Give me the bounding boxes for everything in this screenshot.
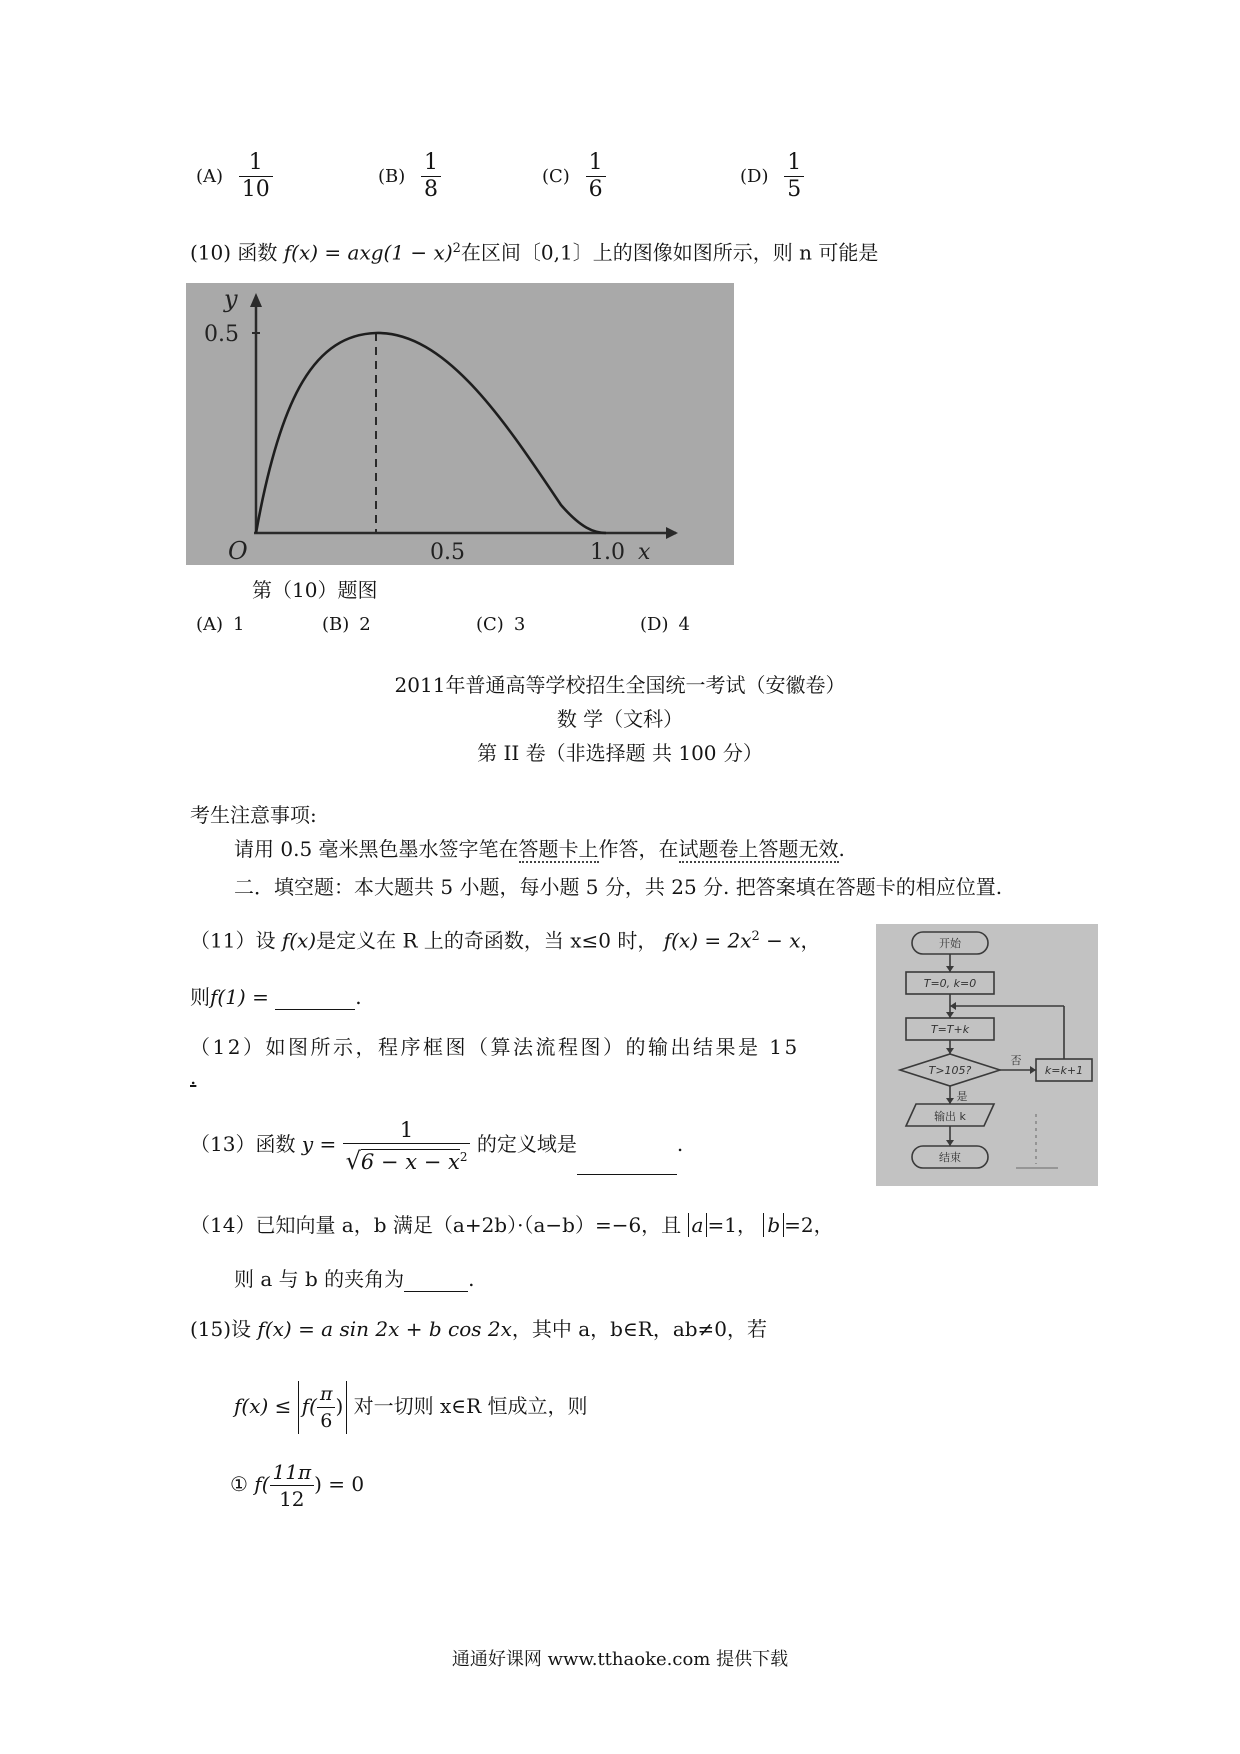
flow-yes-label: 是 (956, 1090, 968, 1103)
y-axis-label: y (224, 285, 238, 313)
q11-line-2: 则f(1) = . (190, 985, 362, 1009)
q15-item-1: ① f( $\frac{11\pi}{12}$ ) = 0 (230, 1460, 365, 1511)
q9-options (196, 150, 836, 214)
q12-line-2: . (190, 1065, 197, 1089)
fraction: $\frac{1}{10}$ (239, 150, 273, 203)
notice-line-1: 请用 0.5 毫米黑色墨水签字笔在答题卡上作答，在试题卷上答题无效. (234, 837, 845, 861)
flow-start-label: 开始 (939, 937, 961, 950)
q10-option-a: (A) 1 (196, 614, 245, 635)
function-curve (256, 333, 606, 533)
origin-label: O (228, 537, 248, 565)
q14-line-1: （14）已知向量 a，b 满足（a+2b）·（a−b）=−6，且 a =1， b =2， (190, 1213, 834, 1237)
x-axis-label: x (638, 540, 651, 565)
q13-line: （13）函数 y = $\frac{1}{√6 - x - x^2}$ 的定义域是 . (190, 1117, 684, 1175)
flow-increment-label: k=k+1 (1044, 1064, 1084, 1077)
arrow-icon (946, 1140, 954, 1146)
q10-figure-caption: 第（10）题图 (252, 578, 378, 602)
q15-line-2: f(x) ≤ f( $\frac{\pi}{6}$ ) 对一切则 x∈R 恒成立，则 (234, 1383, 588, 1432)
arrow-icon (946, 1098, 954, 1104)
fraction: $\frac{1}{8}$ (421, 150, 441, 203)
answer-blank (404, 1291, 468, 1292)
q9-option-d: (D) $\frac{1}{5}$ (740, 150, 804, 203)
paper-section-title: 第 II 卷（非选择题 共 100 分） (477, 741, 763, 765)
fraction: $\frac{1}{√6 - x - x^2}$ (343, 1117, 471, 1175)
q10-option-b: (B) 2 (322, 614, 371, 635)
fraction: $\frac{1}{6}$ (586, 150, 606, 203)
q12-line-1: （12）如图所示，程序框图（算法流程图）的输出结果是 15 (190, 1035, 800, 1059)
flow-update-label: T=T+k (930, 1023, 970, 1036)
q9-option-b: (B) $\frac{1}{8}$ (378, 150, 441, 203)
q10-option-d: (D) 4 (640, 614, 690, 635)
q11-line-1: （11）设 f(x)是定义在 R 上的奇函数，当 x≤0 时， $f(x) = 2x^2 - x$， (190, 928, 821, 953)
page-footer: 通通好课网 www.tthaoke.com 提供下载 (451, 1649, 789, 1670)
q10-option-c: (C) 3 (476, 614, 526, 635)
fraction: $\frac{1}{5}$ (784, 150, 804, 203)
x-axis-arrow-icon (666, 527, 678, 539)
notice-line-2: 二．填空题：本大题共 5 小题，每小题 5 分，共 25 分. 把答案填在答题卡的相应位置. (234, 875, 1003, 899)
q9-option-c: (C) $\frac{1}{6}$ (542, 150, 606, 203)
subject-title: 数 学（文科） (556, 707, 684, 731)
arrow-icon (946, 1012, 954, 1018)
function-graph (186, 283, 734, 565)
y-tick-label: 0.5 (204, 322, 239, 347)
q10-graph-figure (186, 283, 734, 565)
q14-line-2: 则 a 与 b 的夹角为 . (234, 1267, 475, 1291)
flow-condition-label: T>105? (928, 1064, 972, 1077)
y-axis-arrow-icon (250, 293, 262, 307)
fraction: $\frac{\pi}{6}$ (317, 1381, 336, 1434)
flow-no-label: 否 (1010, 1054, 1022, 1067)
arrow-icon (946, 1048, 954, 1054)
x-tick-label: 0.5 (430, 540, 465, 565)
flow-init-label: T=0, k=0 (923, 977, 977, 990)
arrow-icon (1030, 1066, 1036, 1074)
q10-options (196, 614, 716, 642)
q15-line-1: (15)设 f(x) = a sin 2x + b cos 2x，其中 a，b∈R，ab≠0，若 (190, 1317, 768, 1341)
answer-blank (275, 1009, 355, 1010)
arrow-icon (946, 966, 954, 972)
flow-end-label: 结束 (939, 1151, 961, 1164)
notice-title: 考生注意事项: (190, 803, 317, 827)
q12-flowchart-figure (876, 924, 1098, 1186)
flow-output-label: 输出 k (934, 1110, 966, 1123)
flowchart (876, 924, 1098, 1186)
q10-stem: (10) 函数 $f(x) = axg(1 - x)^2$在区间〔0,1〕上的图像如图所示，则 n 可能是 (190, 240, 879, 265)
fraction: $\frac{11\pi}{12}$ (270, 1459, 315, 1512)
x-tick-label: 1.0 (590, 540, 625, 565)
exam-title: 2011年普通高等学校招生全国统一考试（安徽卷） (394, 673, 846, 697)
arrow-icon (950, 1002, 956, 1010)
q9-option-a: (A) $\frac{1}{10}$ (196, 150, 273, 203)
answer-blank (577, 1134, 677, 1175)
